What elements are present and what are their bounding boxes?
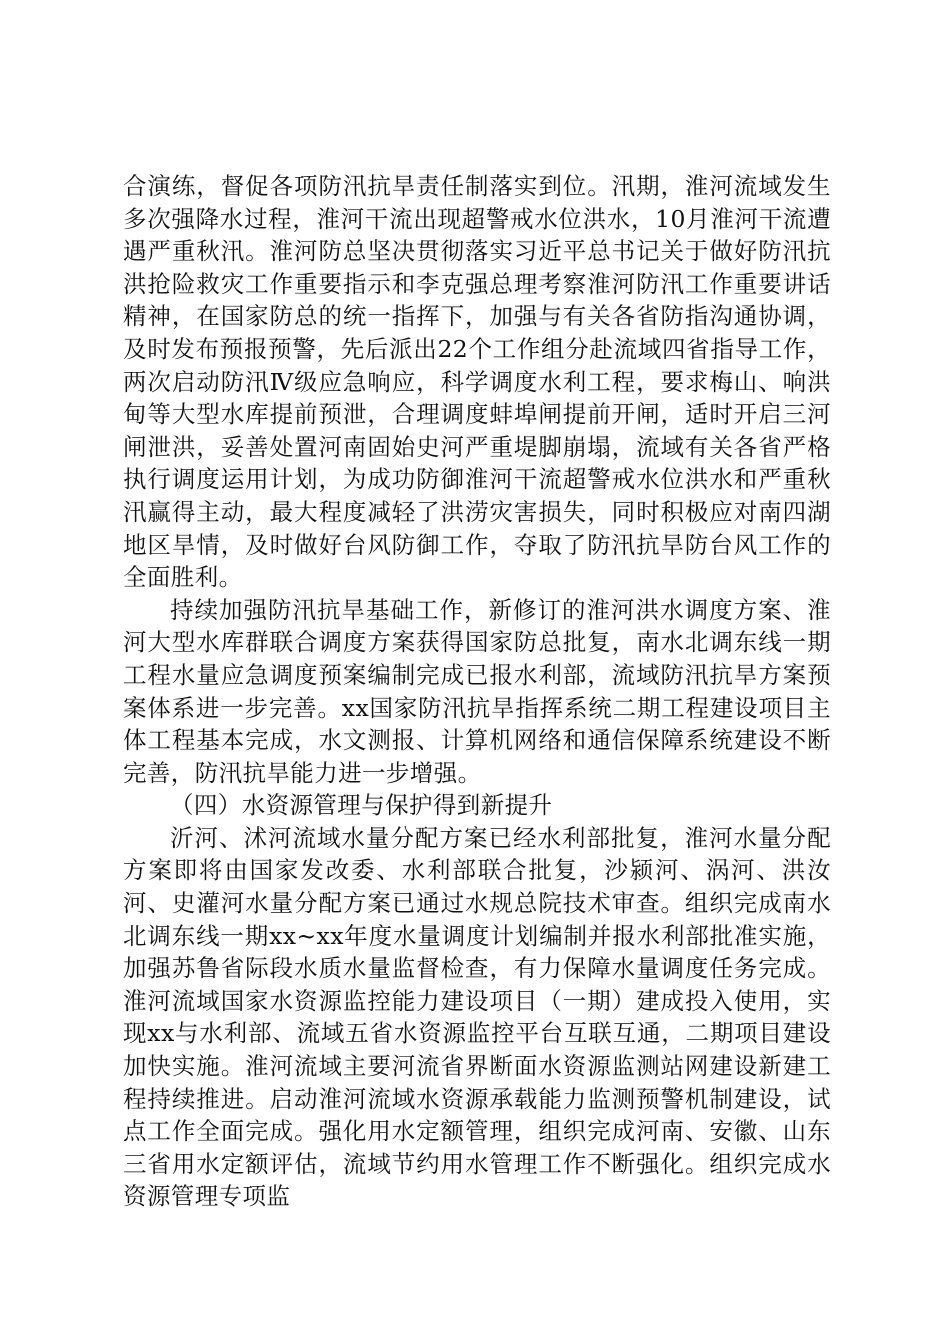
section-heading-water-resources: （四）水资源管理与保护得到新提升	[170, 791, 553, 820]
paragraph-flood-control-continued: 合演练，督促各项防汛抗旱责任制落实到位。汛期，淮河流域发生多次强降水过程，淮河干流出现超警戒水位洪水，10月淮河干流遭遇严重秋汛。淮河防总坚决贯彻落实习近平总书记关于做好防汛抗洪抢险救灾工作重要指示和李克强总理考察淮河防汛工作重要讲话精神，在国家防总的统一指挥下，加强与有关各省防指沟通协调，及时发布预报预警，先后派出22个工作组分赴流域四省指导工作，两次启动防汛Ⅳ级应急响应，科学调度水利工程，要求梅山、响洪甸等大型水库提前预泄，合理调度蚌埠闸提前开闸，适时开启三河闸泄洪，妥善处置河南固始史河严重堤脚崩塌，流域有关各省严格执行调度运用计划，为成功防御淮河干流超警戒水位洪水和严重秋汛赢得主动，最大程度减轻了洪涝灾害损失，同时积极应对南四湖地区旱情，及时做好台风防御工作，夺取了防汛抗旱防台风工作的全面胜利。	[123, 172, 831, 592]
document-body	[123, 170, 831, 1213]
paragraph-water-resources: 沂河、沭河流域水量分配方案已经水利部批复，淮河水量分配方案即将由国家发改委、水利部联合批复，沙颍河、涡河、洪汝河、史灌河水量分配方案已通过水规总院技术审查。组织完成南水北调东线一期xx~xx年度水量调度计划编制并报水利部批准实施，加强苏鲁省际段水质水量监督检查，有力保障水量调度任务完成。淮河流域国家水资源监控能力建设项目（一期）建成投入使用，实现xx与水利部、流域五省水资源监控平台互联互通，二期项目建设加快实施。淮河流域主要河流省界断面水资源监测站网建设新建工程持续推进。启动淮河流域水资源承载能力监测预警机制建设，试点工作全面完成。强化用水定额管理，组织完成河南、安徽、山东三省用水定额评估，流域节约用水管理工作不断强化。组织完成水资源管理专项监	[123, 823, 831, 1211]
paragraph-flood-foundation: 持续加强防汛抗旱基础工作，新修订的淮河洪水调度方案、淮河大型水库群联合调度方案获得国家防总批复，南水北调东线一期工程水量应急调度预案编制完成已报水利部，流域防汛抗旱方案预案体系进一步完善。xx国家防汛抗旱指挥系统二期工程建设项目主体工程基本完成，水文测报、计算机网络和通信保障系统建设不断完善，防汛抗旱能力进一步增强。	[123, 595, 831, 787]
